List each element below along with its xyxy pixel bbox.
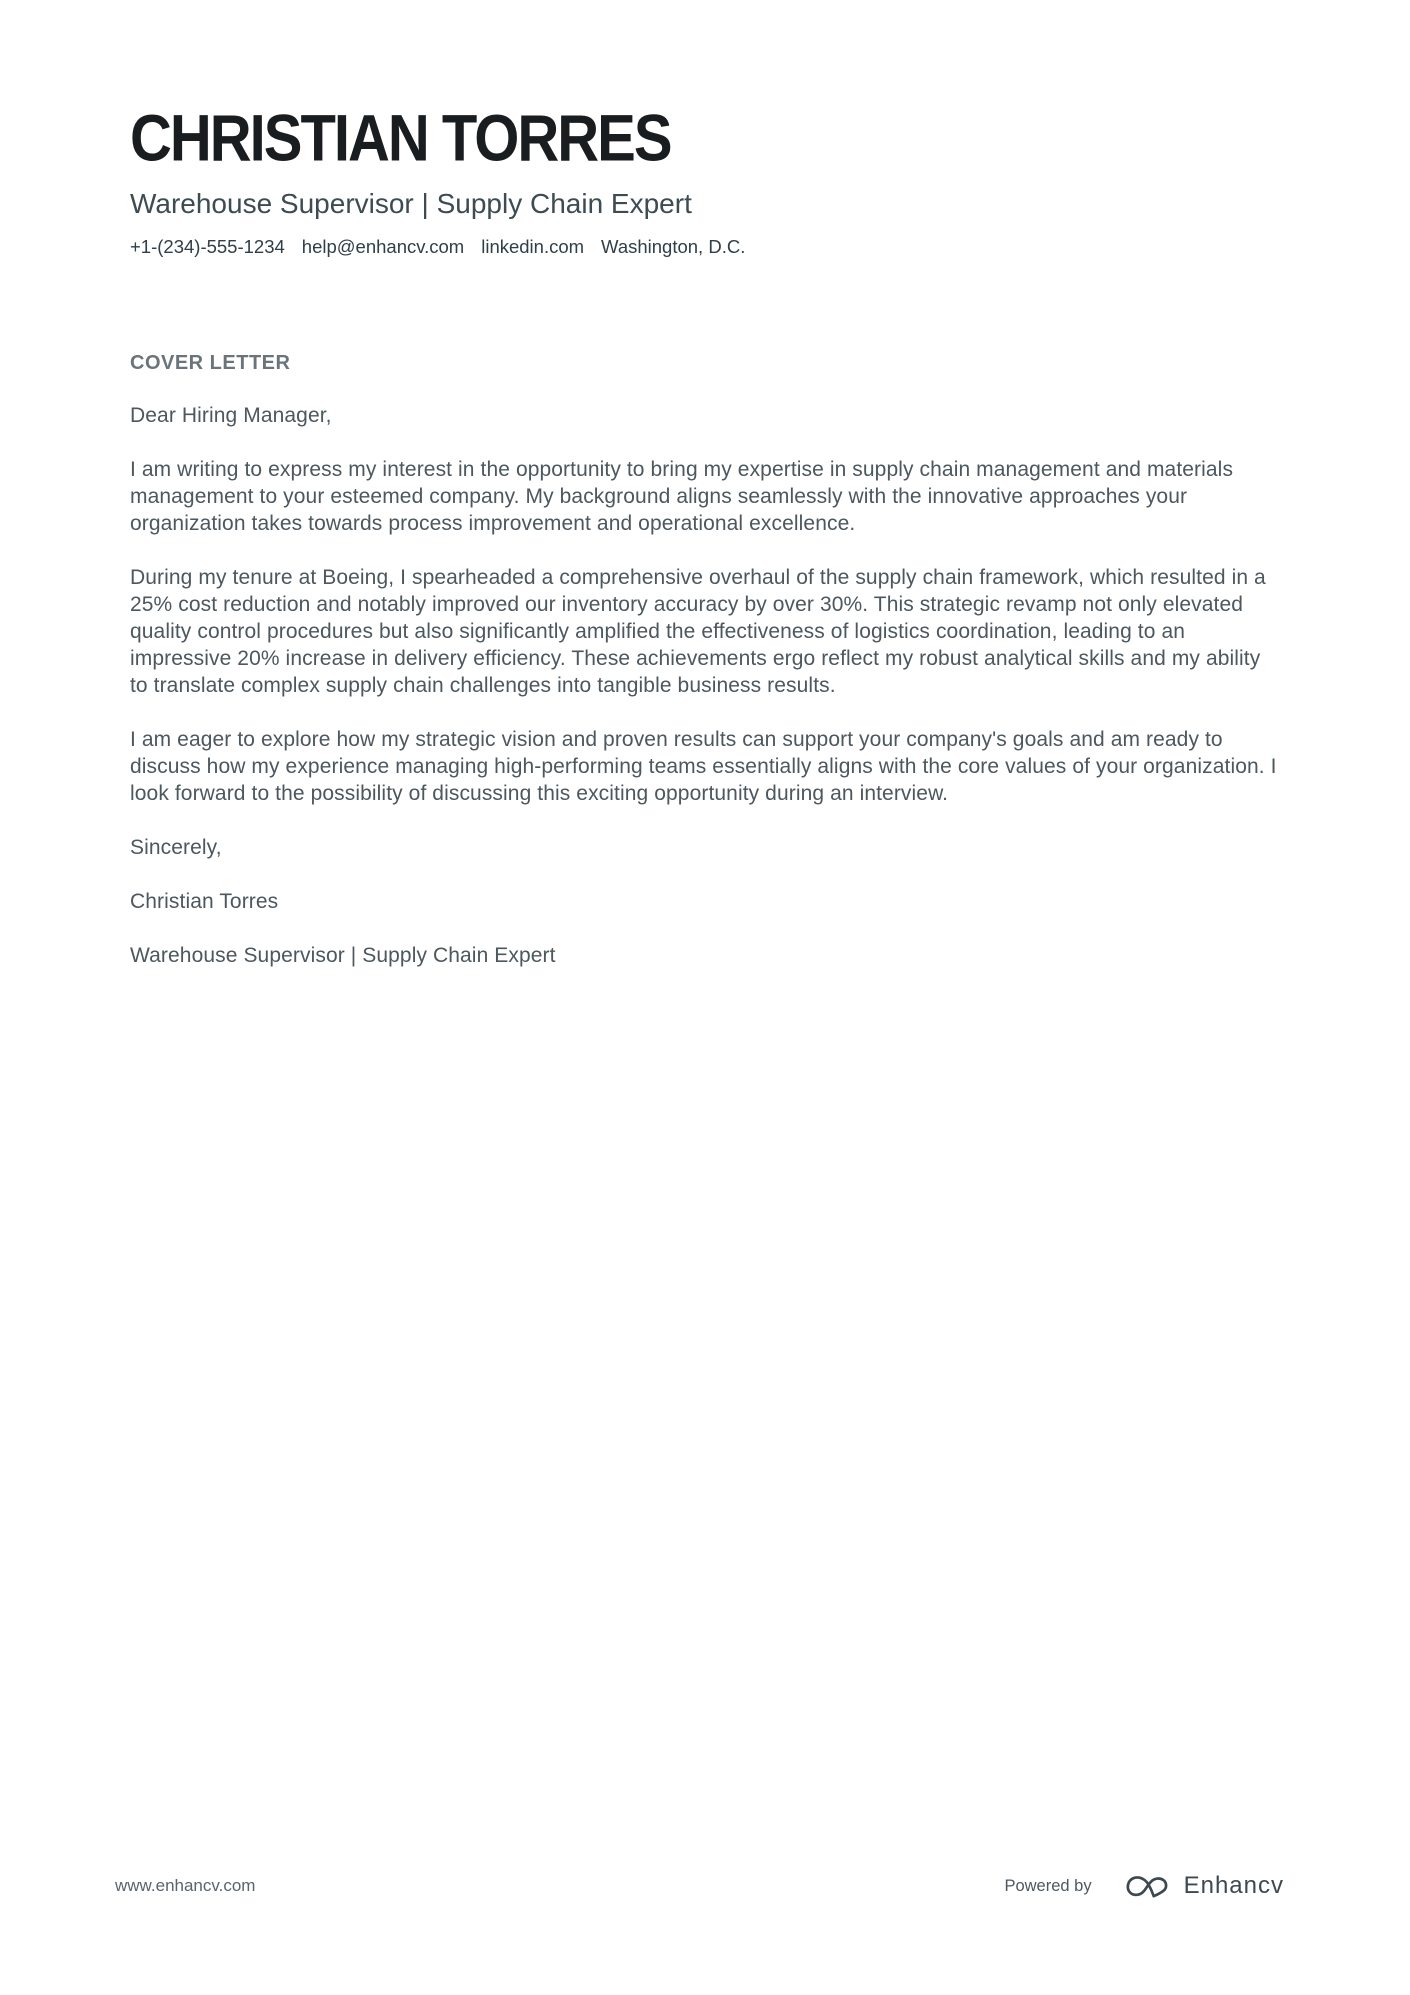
person-name: CHRISTIAN TORRES — [130, 101, 671, 176]
footer — [115, 1872, 1284, 1900]
page-content — [0, 0, 1410, 969]
greeting: Dear Hiring Manager, — [130, 403, 332, 427]
signature-title: Warehouse Supervisor | Supply Chain Expert — [130, 943, 556, 967]
header — [130, 101, 1280, 260]
job-title: Warehouse Supervisor | Supply Chain Expert — [130, 188, 692, 219]
paragraph-intro: I am writing to express my interest in the opportunity to bring my expertise in supply chain management and materials management to your esteemed company. My background aligns seamlessly with the innovative approaches your organization takes towards process improvement and operational excellence. — [130, 457, 1234, 535]
letter-body — [130, 352, 1280, 969]
contact-row — [130, 235, 1280, 260]
contact-linkedin: linkedin.com — [481, 236, 585, 257]
section-label: COVER LETTER — [130, 351, 291, 374]
signature-name: Christian Torres — [130, 889, 279, 913]
powered-by-group — [1004, 1872, 1284, 1900]
paragraph-experience: During my tenure at Boeing, I spearheaded a comprehensive overhaul of the supply chain framework, which resulted in a 25% cost reduction and notably improved our inventory accuracy by over 30%. This strategic revamp not only elevated quality control procedures but also significantly amplified the effectiveness of logistics coordination, leading to an impressive 20% increase in delivery efficiency. These achievements ergo reflect my robust analytical skills and my ability to translate complex supply chain challenges into tangible business results. — [130, 565, 1266, 697]
closing-salutation: Sincerely, — [130, 835, 222, 859]
powered-by-label: Powered by — [1004, 1876, 1092, 1895]
contact-location: Washington, D.C. — [601, 236, 746, 257]
contact-email: help@enhancv.com — [301, 236, 465, 257]
enhancv-logo-icon — [1122, 1873, 1174, 1900]
enhancv-brand-link[interactable]: Enhancv — [1183, 1872, 1284, 1899]
contact-phone: +1-(234)-555-1234 — [130, 236, 285, 257]
footer-website-link[interactable]: www.enhancv.com — [115, 1876, 256, 1895]
paragraph-closing-intent: I am eager to explore how my strategic vision and proven results can support your company's goals and am ready to discuss how my experience managing high-performing teams essentially aligns with the core values of your organization. I look forward to the possibility of discussing this exciting opportunity during an interview. — [130, 727, 1277, 805]
